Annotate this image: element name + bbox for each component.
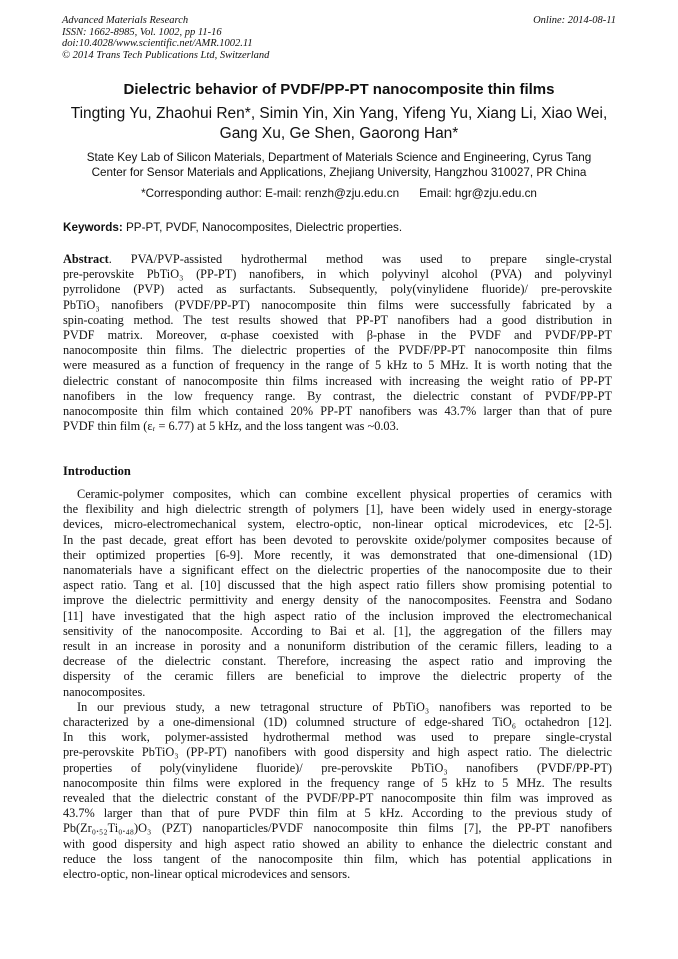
issn: ISSN: 1662-8985, Vol. 1002, pp 11-16 (62, 26, 222, 38)
abstract-line: pyrrolidone (PVP) acted as surfactants. Subsequently, poly(vinylidene fluoride)/ pre-perovskite (63, 282, 612, 297)
intro-line: pre-perovskite PbTiO₃ (PP-PT) nanofibers with good dispersity and high aspect ratio. The dielectric (63, 745, 612, 760)
authors-line-1: Tingting Yu, Zhaohui Ren*, Simin Yin, Xin Yang, Yifeng Yu, Xiang Li, Xiao Wei, (70, 105, 608, 122)
abstract-label: Abstract (63, 252, 109, 266)
intro-line: decrease of the dielectric constant. Therefore, increasing the aspect ratio and improving the (63, 654, 612, 669)
affiliation (50, 150, 628, 180)
intro-line: Pb(Zr₀.₅₂Ti₀.₄₈)O₃ (PZT) nanoparticles/PVDF nanocomposite thin films [7], the PP-PT nanofibers (63, 821, 612, 836)
intro-line: characterized by a one-dimensional (1D) columned structure of edge-shared TiO₆ octahedron [12]. (63, 715, 612, 730)
corresponding-email-2: Email: hgr@zju.edu.cn (419, 187, 537, 200)
abstract-line: spin-coating method. The test results showed that PP-PT nanofibers had a good distribution in (63, 312, 612, 327)
paper-title: Dielectric behavior of PVDF/PP-PT nanocomposite thin films (123, 81, 555, 98)
author-list (50, 104, 628, 144)
abstract (63, 252, 612, 434)
abstract-line: PVDF matrix. Moreover, α-phase coexisted with β-phase in the PVDF and PVDF/PP-PT (63, 328, 612, 343)
introduction-heading: Introduction (63, 464, 131, 478)
intro-line: In the past decade, great effort has been devoted to perovskite oxide/polymer composites because of (63, 532, 612, 547)
intro-line: electro-optic, non-linear optical microdevices and sensors. (63, 867, 351, 882)
online-date: Online: 2014-08-11 (533, 15, 616, 26)
intro-line: sensitivity of the nanocomposite. According to Bai et al. [1], the aggregation of the fillers may (63, 623, 612, 638)
intro-line: the flexibility and high dielectric strength of polymers [1], have been widely used in energy-storage (63, 502, 612, 517)
doi: doi:10.4028/www.scientific.net/AMR.1002.11 (62, 38, 253, 49)
intro-line: [11] have investigated that the high aspect ratio of the inclusion improved the electromechanical (63, 608, 612, 623)
keywords (63, 221, 615, 234)
intro-line: nanocomposite thin films were explored in the frequency range of 5 kHz to 5 MHz. The results (63, 775, 612, 790)
affiliation-line-2: Center for Sensor Materials and Applications, Zhejiang University, Hangzhou 310027, PR China (91, 166, 587, 179)
intro-line: reduce the loss tangent of the nanocomposite thin film, which has potential applications in (63, 851, 612, 866)
abstract-line: nanofibers in the low frequency range. By contrast, the dielectric constant of PVDF/PP-PT (63, 388, 612, 403)
intro-line: In our previous study, a new tetragonal structure of PbTiO₃ nanofibers was reported to be (77, 699, 612, 714)
corresponding-author (50, 187, 628, 200)
intro-line: devices, micro-electromechanical system, electro-optic, non-linear optical microdevices, etc [2-5]. (63, 517, 612, 532)
copyright: © 2014 Trans Tech Publications Ltd, Switzerland (62, 49, 270, 61)
intro-line: dispersity of the ceramic fillers are beneficial to improve the dielectric property of the (63, 669, 612, 684)
journal-header (62, 15, 616, 61)
intro-line: their optimized properties [6-9]. More recently, it was demonstrated that one-dimensional (1D) (63, 547, 612, 562)
abstract-line: pre-perovskite PbTiO₃ (PP-PT) nanofibers, in which polyvinyl alcohol (PVA) and polyvinyl (63, 267, 612, 282)
affiliation-line-1: State Key Lab of Silicon Materials, Department of Materials Science and Engineering, Cyrus Tang (86, 151, 592, 164)
authors-line-2: Gang Xu, Ge Shen, Gaorong Han* (219, 125, 459, 142)
intro-line: result in an increase in porosity and a nonuniform distribution of the ceramic fillers, leading to a (63, 639, 612, 654)
corresponding-email-1: *Corresponding author: E-mail: renzh@zju.edu.cn (141, 187, 400, 200)
abstract-line (63, 252, 612, 267)
abstract-line: PbTiO₃ nanofibers (PVDF/PP-PT) nanocomposite thin films were successfully fabricated by a (63, 297, 612, 312)
abstract-line: nanocomposite thin films. The dielectric properties of the PVDF/PP-PT nanocomposite thin films (63, 343, 612, 358)
intro-line: nanocomposites. (63, 684, 146, 699)
intro-line: with good dispersity and high aspect ratio showed an ability to enhance the dielectric constant and (63, 836, 612, 851)
abstract-first-line: . PVA/PVP-assisted hydrothermal method was used to prepare single-crystal (108, 252, 612, 266)
abstract-line: dielectric constant of nanocomposite thin films increased with increasing the weight ratio of PP-PT (63, 373, 612, 388)
abstract-line: nanocomposite thin film which contained 20% PP-PT nanofibers was 43.7% larger than that of pure (63, 404, 612, 419)
intro-line: 43.7% larger than that of pure PVDF thin film at 5 kHz. According to the previous study of (63, 806, 612, 821)
abstract-line: PVDF thin film (εᵣ = 6.77) at 5 kHz, and the loss tangent was ~0.03. (63, 419, 399, 434)
keywords-text: PP-PT, PVDF, Nanocomposites, Dielectric properties. (122, 221, 403, 234)
abstract-line: were measured as a function of frequency in the range of 5 kHz to 5 MHz. It is worth noting that the (63, 358, 612, 373)
intro-line: nanomaterials have a significant effect on the dielectric properties of the nanocomposite due to their (63, 563, 612, 578)
introduction-body (63, 487, 612, 882)
intro-line: revealed that the dielectric constant of the PVDF/PP-PT nanocomposite thin film was improved as (63, 791, 612, 806)
intro-line: Ceramic-polymer composites, which can combine excellent physical properties of ceramics with (77, 487, 612, 501)
keywords-label: Keywords: (63, 221, 123, 234)
intro-line: aspect ratio. Tang et al. [10] discussed that the high aspect ratio fillers show promising potential to (63, 578, 612, 593)
intro-line: In this work, polymer-assisted hydrothermal method was used to prepare single-crystal (63, 730, 612, 745)
intro-line: properties of poly(vinylidene fluoride)/ pre-perovskite PbTiO₃ nanofibers (PVDF/PP-PT) (63, 760, 612, 775)
journal-name: Advanced Materials Research (62, 15, 189, 26)
intro-line: improve the dielectric permittivity and energy density of the nanocomposites. Feenstra and Sodano (63, 593, 612, 608)
